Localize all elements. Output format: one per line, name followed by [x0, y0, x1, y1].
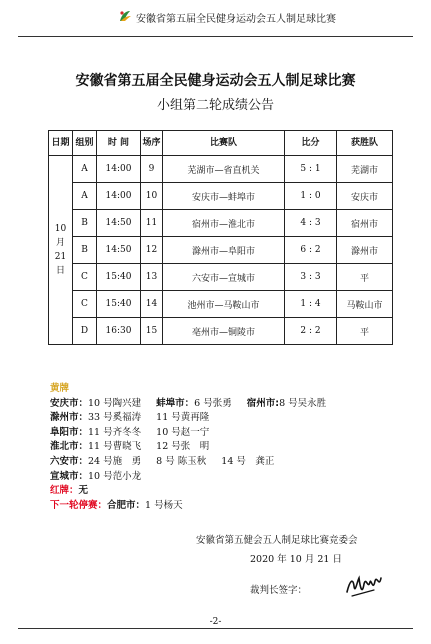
page-number: -2-	[209, 617, 222, 627]
score-cell: 1 : 4	[285, 291, 337, 318]
time-cell: 14:00	[97, 156, 141, 183]
match-cell: 安庆市—蚌埠市	[163, 183, 285, 210]
match-cell: 六安市—宣城市	[163, 264, 285, 291]
time-cell: 14:50	[97, 210, 141, 237]
header-title: 安徽省第五届全民健身运动会五人制足球比赛	[136, 14, 336, 25]
time-cell: 14:50	[97, 237, 141, 264]
score-cell: 6 : 2	[285, 237, 337, 264]
team-hefei: 合肥市：	[107, 499, 146, 511]
card-notes	[50, 382, 420, 513]
time-cell: 16:30	[97, 318, 141, 345]
order-cell: 15	[141, 318, 163, 345]
document-title: 安徽省第五届全民健身运动会五人制足球比赛	[75, 73, 356, 89]
table-row	[49, 237, 393, 264]
score-cell: 5 : 1	[285, 156, 337, 183]
table-row	[49, 318, 393, 345]
group-cell: B	[73, 210, 97, 237]
team-anqing: 安庆市：	[50, 397, 89, 409]
score-cell: 2 : 2	[285, 318, 337, 345]
player: 11 号黄再隆	[156, 412, 210, 424]
player: 24 号施 勇	[88, 455, 142, 467]
time-cell: 15:40	[97, 291, 141, 318]
results-table	[48, 130, 393, 345]
player: 8 号吴永胜	[279, 397, 327, 409]
header-group: 组别	[73, 131, 97, 156]
date-day-char: 日	[55, 266, 65, 276]
suspension-line	[50, 499, 420, 514]
red-card-line	[50, 484, 420, 499]
order-cell: 12	[141, 237, 163, 264]
table-header-row	[49, 131, 393, 156]
player: 14 号 龚正	[221, 455, 275, 467]
team-bengbu: 蚌埠市：	[156, 397, 195, 409]
match-cell: 宿州市—淮北市	[163, 210, 285, 237]
header-date: 日期	[49, 131, 73, 156]
group-cell: A	[73, 183, 97, 210]
yellow-line-1	[50, 397, 420, 412]
team-chuzhou: 滁州市：	[50, 412, 89, 424]
winner-cell: 平	[337, 264, 393, 291]
score-cell: 3 : 3	[285, 264, 337, 291]
player: 10 号赵一宁	[156, 426, 210, 438]
yellow-line-2	[50, 411, 420, 426]
winner-cell: 平	[337, 318, 393, 345]
player: 8 号 陈玉秋	[156, 455, 207, 467]
issue-date: 2020 年 10 月 21 日	[250, 554, 342, 565]
suspension-title: 下一轮停赛：	[50, 499, 108, 511]
table-row	[49, 291, 393, 318]
player: 10 号范小龙	[88, 470, 142, 482]
date-day-number: 21	[54, 252, 67, 262]
winner-cell: 滁州市	[337, 237, 393, 264]
team-luan: 六安市：	[50, 455, 89, 467]
score-cell: 1 : 0	[285, 183, 337, 210]
organizer: 安徽省第五健会五人制足球比赛竞委会	[196, 535, 358, 546]
handwritten-signature-icon	[344, 572, 384, 600]
header-winner: 获胜队	[337, 131, 393, 156]
header-time: 时 间	[97, 131, 141, 156]
order-cell: 10	[141, 183, 163, 210]
match-cell: 池州市—马鞍山市	[163, 291, 285, 318]
team-suzhou: 宿州市:	[246, 397, 280, 409]
table-row	[49, 264, 393, 291]
player: 33 号奚福涛	[88, 412, 142, 424]
team-fuyang: 阜阳市：	[50, 426, 89, 438]
header-order: 场序	[141, 131, 163, 156]
order-cell: 11	[141, 210, 163, 237]
red-card-title: 红牌：	[50, 485, 79, 497]
order-cell: 9	[141, 156, 163, 183]
group-cell: C	[73, 264, 97, 291]
match-cell: 滁州市—阜阳市	[163, 237, 285, 264]
winner-cell: 芜湖市	[337, 156, 393, 183]
page-header	[0, 6, 431, 28]
winner-cell: 宿州市	[337, 210, 393, 237]
header-match: 比赛队	[163, 131, 285, 156]
player: 6 号张勇	[194, 397, 232, 409]
winner-cell: 马鞍山市	[337, 291, 393, 318]
group-cell: B	[73, 237, 97, 264]
header-divider	[18, 36, 413, 37]
player: 10 号陶兴建	[88, 397, 142, 409]
player: 1 号杨天	[145, 499, 183, 511]
red-card-value: 无	[78, 485, 89, 497]
date-cell	[49, 156, 73, 345]
yellow-card-title: 黄牌	[50, 383, 70, 394]
order-cell: 13	[141, 264, 163, 291]
order-cell: 14	[141, 291, 163, 318]
table-row	[49, 183, 393, 210]
referee-signature-label: 裁判长签字：	[250, 585, 308, 596]
team-huaibei: 淮北市：	[50, 441, 89, 453]
yellow-card-heading	[50, 382, 420, 397]
footer-divider	[18, 628, 413, 629]
table-row	[49, 210, 393, 237]
group-cell: C	[73, 291, 97, 318]
player: 11 号曹晓飞	[88, 441, 142, 453]
date-month-char: 月	[55, 238, 65, 248]
table-row	[49, 156, 393, 183]
yellow-line-4	[50, 440, 420, 455]
time-cell: 15:40	[97, 264, 141, 291]
group-cell: D	[73, 318, 97, 345]
team-xuancheng: 宣城市：	[50, 470, 89, 482]
yellow-line-3	[50, 426, 420, 441]
winner-cell: 安庆市	[337, 183, 393, 210]
games-logo-icon	[118, 9, 132, 23]
yellow-line-6	[50, 470, 420, 485]
player: 11 号齐冬冬	[88, 426, 142, 438]
yellow-line-5	[50, 455, 420, 470]
date-month-number: 10	[54, 224, 67, 234]
match-cell: 芜湖市—省直机关	[163, 156, 285, 183]
score-cell: 4 : 3	[285, 210, 337, 237]
time-cell: 14:00	[97, 183, 141, 210]
group-cell: A	[73, 156, 97, 183]
match-cell: 亳州市—铜陵市	[163, 318, 285, 345]
header-score: 比分	[285, 131, 337, 156]
player: 12 号张 明	[156, 441, 210, 453]
document-subtitle: 小组第二轮成绩公告	[156, 98, 274, 113]
